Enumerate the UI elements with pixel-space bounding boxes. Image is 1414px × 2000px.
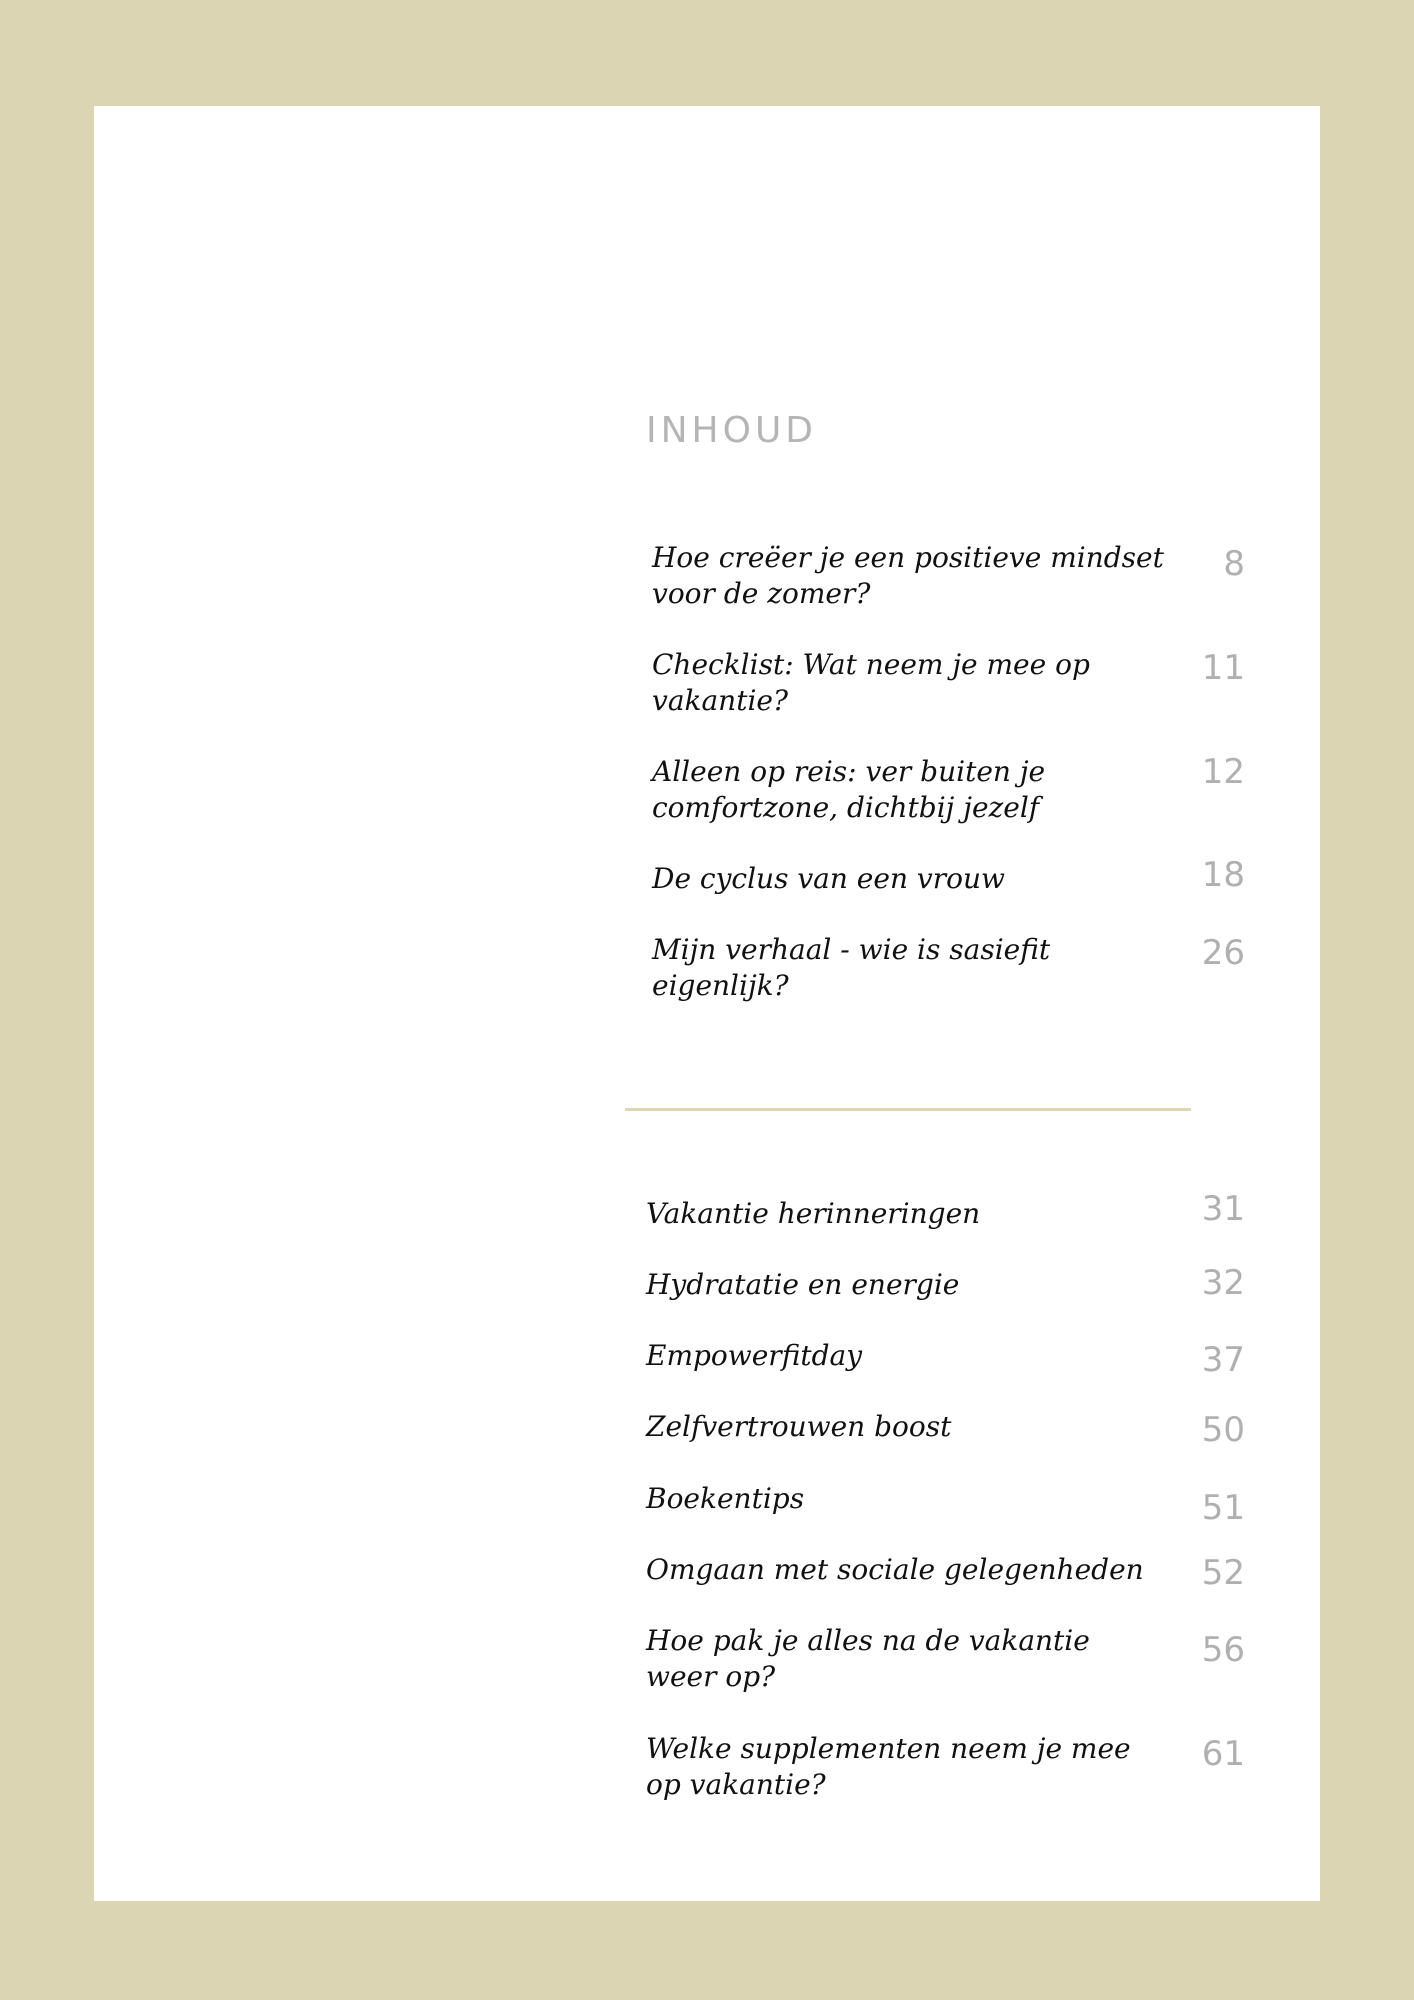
toc-entry-title[interactable]: Vakantie herinneringen <box>646 1197 981 1230</box>
toc-entry-page: 26 <box>1201 933 1245 973</box>
toc-entry-page: 51 <box>1201 1488 1245 1528</box>
toc-entry-title[interactable]: Boekentips <box>646 1482 805 1515</box>
toc-entry-title[interactable]: Hoe pak je alles na de vakantie weer op? <box>646 1624 1090 1693</box>
toc-entry-page: 56 <box>1201 1630 1245 1670</box>
toc-entry-page: 37 <box>1201 1340 1245 1380</box>
section-divider <box>625 1108 1191 1111</box>
toc-entry-title[interactable]: Omgaan met sociale gelegenheden <box>646 1553 1144 1586</box>
toc-entry-page: 61 <box>1201 1734 1245 1774</box>
toc-entry-title[interactable]: Zelfvertrouwen boost <box>646 1410 952 1443</box>
toc-entry-page: 31 <box>1201 1189 1245 1229</box>
toc-entry-title[interactable]: Checklist: Wat neem je mee op vakantie? <box>652 648 1090 717</box>
toc-entry-title[interactable]: De cyclus van een vrouw <box>652 862 1005 895</box>
toc-entry-title[interactable]: Alleen op reis: ver buiten je comfortzone, dichtbij jezelf <box>652 755 1046 824</box>
toc-entry-title[interactable]: Hoe creëer je een positieve mindset voor de zomer? <box>652 541 1164 610</box>
toc-entry-title[interactable]: Hydratatie en energie <box>646 1268 960 1301</box>
toc-entry-page: 32 <box>1201 1263 1245 1303</box>
toc-entry-page: 11 <box>1201 648 1245 688</box>
toc-entry-title[interactable]: Mijn verhaal - wie is sasiefit eigenlijk? <box>652 933 1051 1002</box>
toc-entry-page: 18 <box>1201 855 1245 895</box>
toc-entry-title[interactable]: Empowerfitday <box>646 1339 863 1372</box>
toc-heading: INHOUD <box>646 410 818 451</box>
toc-entry-title[interactable]: Welke supplementen neem je mee op vakantie? <box>646 1732 1131 1801</box>
toc-entry-page: 12 <box>1201 752 1245 792</box>
toc-entry-page: 52 <box>1201 1553 1245 1593</box>
toc-entry-page: 50 <box>1201 1410 1245 1450</box>
toc-entry-page: 8 <box>1223 544 1245 584</box>
